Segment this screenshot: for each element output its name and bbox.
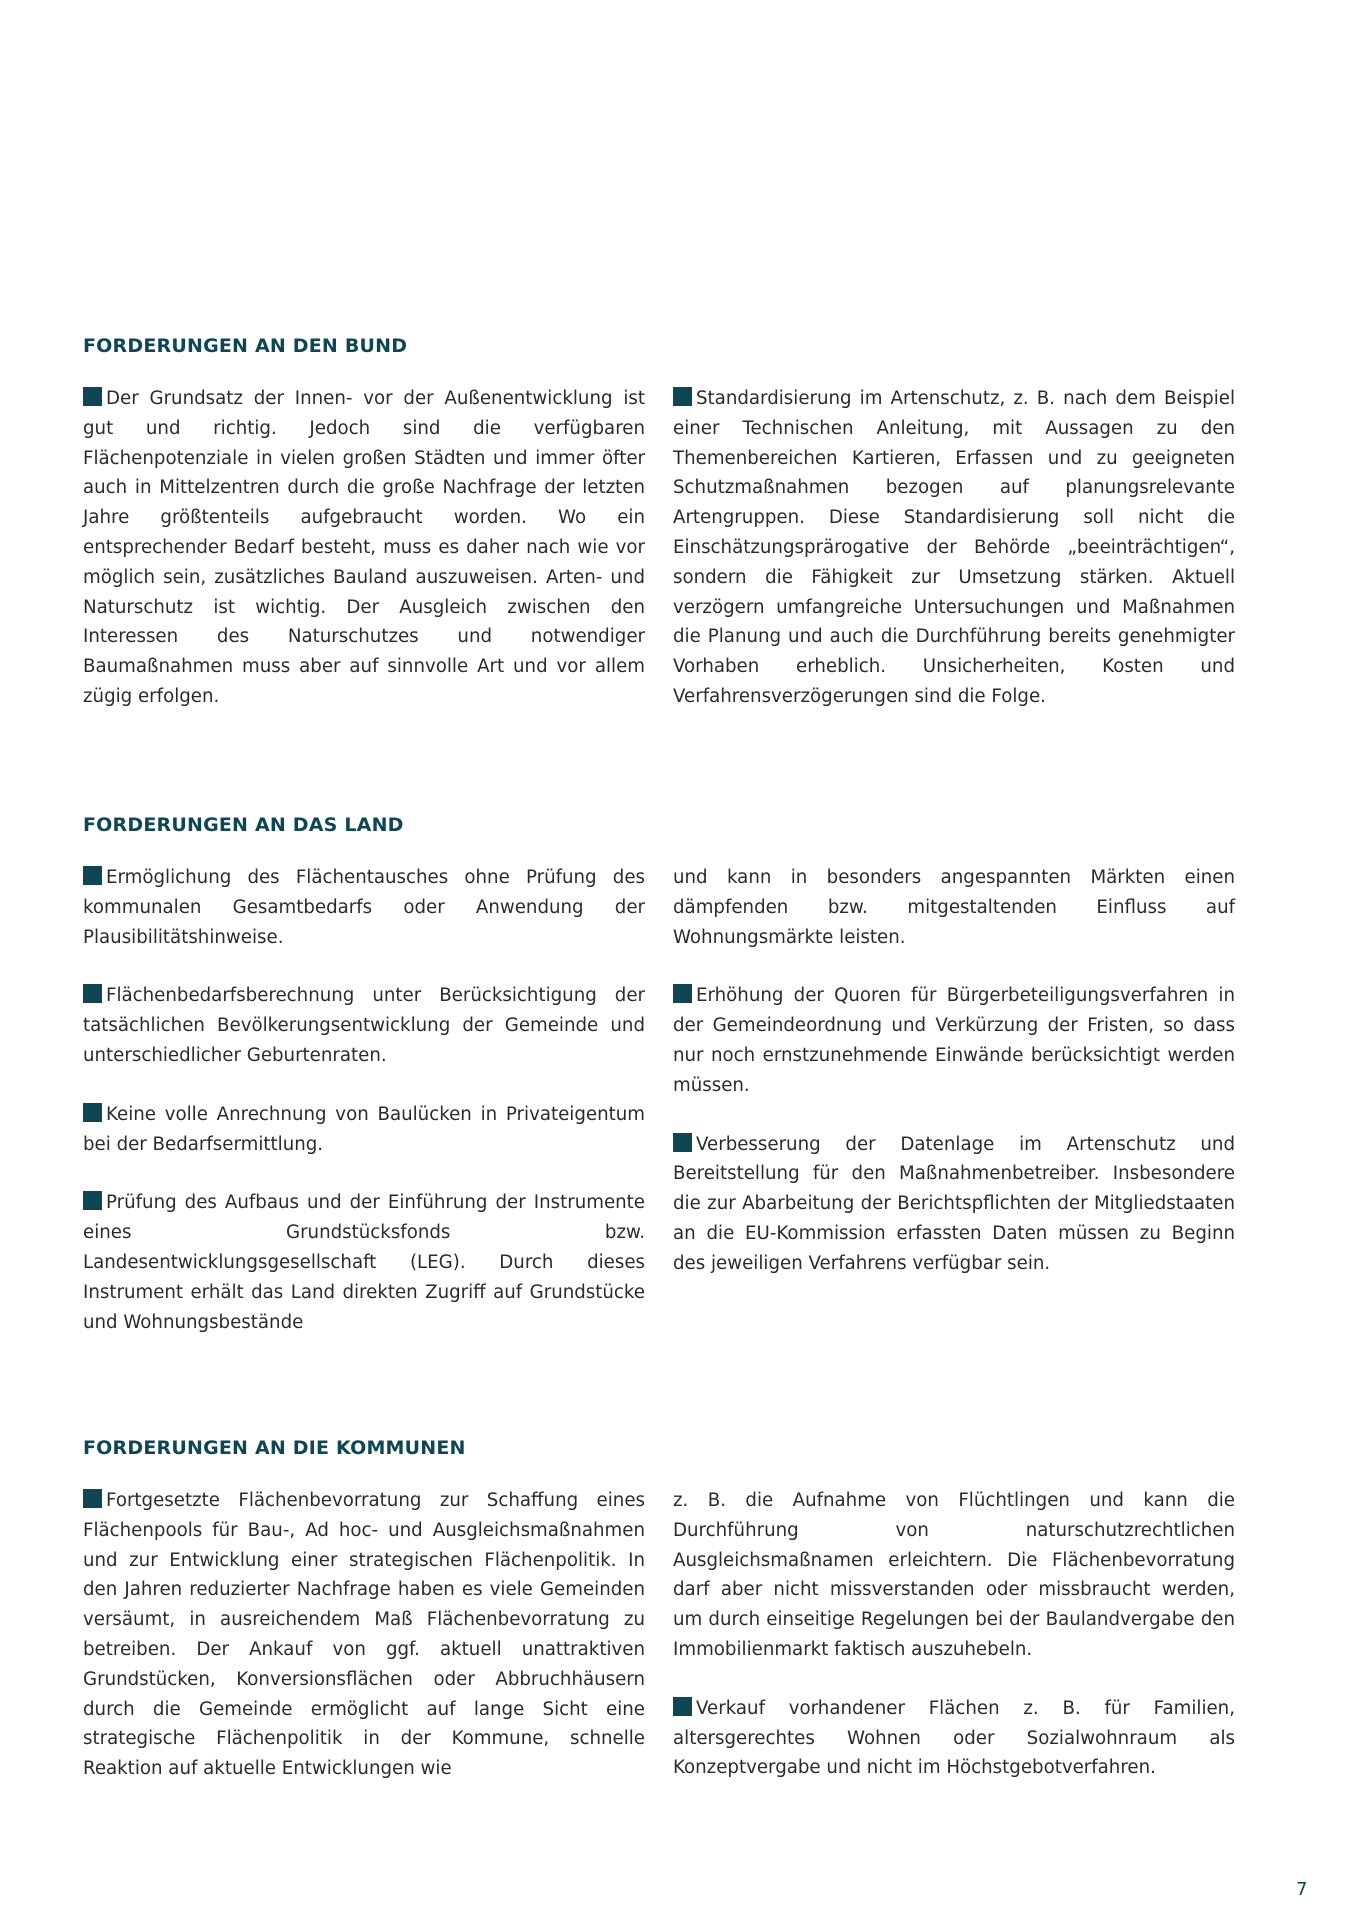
paragraph-text: Erhöhung der Quoren für Bürgerbeteiligungsverfahren in der Gemeindeordnung und Verkürzung der Fristen, so dass nur noch ernstzunehmende Einwände berücksichtigt werden müssen. bbox=[673, 985, 1235, 1096]
section-kommunen bbox=[83, 1436, 1242, 1780]
square-bullet-icon bbox=[673, 984, 692, 1003]
paragraph-text: Flächenbedarfsberechnung unter Berücksichtigung der tatsächlichen Bevölkerungsentwicklung der Gemeinde und unterschiedlicher Geburtenraten. bbox=[83, 985, 645, 1066]
square-bullet-icon bbox=[673, 387, 692, 406]
square-bullet-icon bbox=[83, 866, 102, 885]
paragraph-text: Verkauf vorhandener Flächen z. B. für Familien, altersgerechtes Wohnen oder Sozialwohnraum als Konzeptvergabe und nicht im Höchstgebotverfahren. bbox=[673, 1697, 1235, 1779]
paragraph bbox=[83, 1188, 645, 1337]
square-bullet-icon bbox=[83, 1191, 102, 1210]
square-bullet-icon bbox=[673, 1697, 692, 1716]
paragraph bbox=[673, 1130, 1235, 1279]
section-title: FORDERUNGEN AN DIE KOMMUNEN bbox=[83, 1437, 466, 1459]
right-column bbox=[673, 1486, 1235, 1812]
left-column bbox=[83, 863, 645, 1366]
paragraph-text: Der Grundsatz der Innen- vor der Außenentwicklung ist gut und richtig. Jedoch sind die verfügbaren Flächenpotenziale in vielen großen Städten und immer öfter auch in Mittelzentren durch die große Nachfrage der letzten Jahre größtenteils aufgebraucht worden. Wo ein entsprechender Bedarf besteht, muss es daher nach wie vor möglich sein, zusätzliches Bauland auszuweisen. Arten- und Naturschutz ist wichtig. Der Ausgleich zwischen den Interessen des Naturschutzes und notwendiger Baumaßnahmen muss aber auf sinnvolle Art und vor allem zügig erfolgen. bbox=[83, 388, 645, 707]
square-bullet-icon bbox=[83, 1103, 102, 1122]
square-bullet-icon bbox=[673, 1133, 692, 1152]
paragraph bbox=[83, 1100, 645, 1160]
paragraph bbox=[673, 1694, 1235, 1783]
paragraph bbox=[83, 1486, 645, 1784]
page-number: 7 bbox=[1296, 1879, 1308, 1900]
paragraph bbox=[83, 863, 645, 952]
section-title: FORDERUNGEN AN DEN BUND bbox=[83, 335, 408, 357]
paragraph bbox=[673, 981, 1235, 1100]
right-column bbox=[673, 863, 1235, 1308]
left-column bbox=[83, 384, 645, 741]
right-column bbox=[673, 384, 1235, 741]
section-bund bbox=[83, 334, 1242, 707]
paragraph-text: Verbesserung der Datenlage im Artenschutz und Bereitstellung für den Maßnahmenbetreiber. Insbesondere die zur Abarbeitung der Berichtspflichten der Mitgliedstaaten an die EU-Kommission erfassten Daten müssen zu Beginn des jeweiligen Verfahrens verfügbar sein. bbox=[673, 1133, 1235, 1274]
paragraph bbox=[83, 384, 645, 712]
paragraph-text: Ermöglichung des Flächentausches ohne Prüfung des kommunalen Gesamtbedarfs oder Anwendung der Plausibilitätshinweise. bbox=[83, 867, 645, 948]
square-bullet-icon bbox=[83, 387, 102, 406]
paragraph-text: Prüfung des Aufbaus und der Einführung der Instrumente eines Grundstücksfonds bzw. Landesentwicklungsgesellschaft (LEG). Durch dieses Instrument erhält das Land direkten Zugriff auf Grundstücke und Wohnungsbestände bbox=[83, 1192, 645, 1333]
section-land bbox=[83, 813, 1242, 1333]
paragraph-continuation: z. B. die Aufnahme von Flüchtlingen und kann die Durchführung von naturschutzrechtlichen Ausgleichsmaßnamen erleichtern. Die Flächenbevorratung darf aber nicht missverstanden oder missbraucht werden, um durch einseitige Regelungen bei der Baulandvergabe den Immobilienmarkt faktisch auszuhebeln. bbox=[673, 1490, 1235, 1660]
section-title: FORDERUNGEN AN DAS LAND bbox=[83, 814, 404, 836]
paragraph bbox=[83, 981, 645, 1070]
square-bullet-icon bbox=[83, 984, 102, 1003]
paragraph-text: Keine volle Anrechnung von Baulücken in Privateigentum bei der Bedarfsermittlung. bbox=[83, 1103, 645, 1155]
paragraph-text: Standardisierung im Artenschutz, z. B. nach dem Beispiel einer Technischen Anleitung, mit Aussagen zu den Themenbereichen Kartieren, Erfassen und zu geeigneten Schutzmaßnahmen bezogen auf planungsrelevante Artengruppen. Diese Standardisierung soll nicht die Einschätzungsprärogative der Behörde „beeinträchtigen“, sondern die Fähigkeit zur Umsetzung stärken. Aktuell verzögern umfangreiche Untersuchungen und Maßnahmen die Planung und auch die Durchführung bereits genehmigter Vorhaben erheblich. Unsicherheiten, Kosten und Verfahrensverzögerungen sind die Folge. bbox=[673, 388, 1235, 707]
paragraph bbox=[673, 384, 1235, 712]
square-bullet-icon bbox=[83, 1489, 102, 1508]
left-column bbox=[83, 1486, 645, 1813]
paragraph-text: Fortgesetzte Flächenbevorratung zur Schaffung eines Flächenpools für Bau-, Ad hoc- und Ausgleichsmaßnahmen und zur Entwicklung einer strategischen Flächenpolitik. In den Jahren reduzierter Nachfrage haben es viele Gemeinden versäumt, in ausreichendem Maß Flächenbevorratung zu betreiben. Der Ankauf von ggf. aktuell unattraktiven Grundstücken, Konversionsflächen oder Abbruchhäusern durch die Gemeinde ermöglicht auf lange Sicht eine strategische Flächenpolitik in der Kommune, schnelle Reaktion auf aktuelle Entwicklungen wie bbox=[83, 1490, 645, 1780]
paragraph-continuation: und kann in besonders angespannten Märkten einen dämpfenden bzw. mitgestaltenden Einfluss auf Wohnungsmärkte leisten. bbox=[673, 867, 1235, 948]
